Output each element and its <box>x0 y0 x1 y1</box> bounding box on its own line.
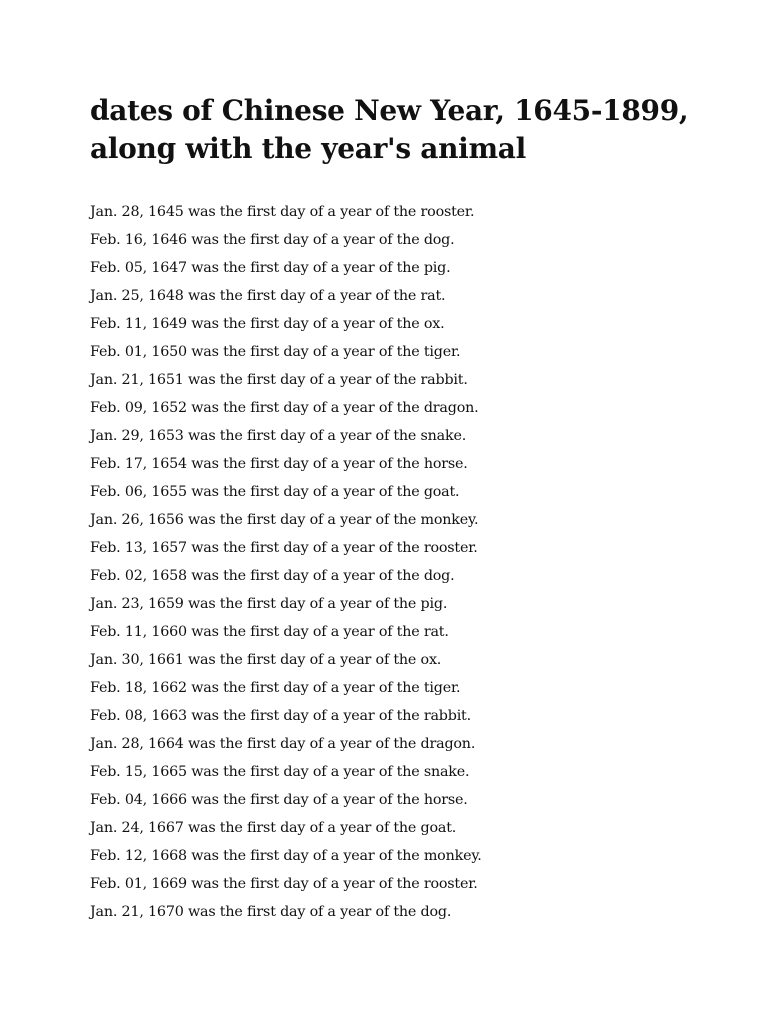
page-title: dates of Chinese New Year, 1645-1899, along with the year's animal <box>90 94 689 165</box>
list-item: Jan. 23, 1659 was the first day of a year of the pig. <box>90 596 448 612</box>
list-item: Feb. 17, 1654 was the first day of a year of the horse. <box>90 456 468 472</box>
list-item: Feb. 11, 1649 was the first day of a year of the ox. <box>90 316 445 332</box>
list-item: Feb. 06, 1655 was the first day of a year of the goat. <box>90 484 460 500</box>
list-item: Feb. 02, 1658 was the first day of a year of the dog. <box>90 568 455 584</box>
list-item: Jan. 26, 1656 was the first day of a year of the monkey. <box>90 512 479 528</box>
list-item: Feb. 09, 1652 was the first day of a year of the dragon. <box>90 400 479 416</box>
document-page <box>90 92 690 926</box>
list-item: Feb. 12, 1668 was the first day of a year of the monkey. <box>90 848 482 864</box>
list-item: Feb. 16, 1646 was the first day of a year of the dog. <box>90 232 455 248</box>
list-item: Feb. 15, 1665 was the first day of a year of the snake. <box>90 764 470 780</box>
list-item: Feb. 13, 1657 was the first day of a year of the rooster. <box>90 540 478 556</box>
list-item: Feb. 05, 1647 was the first day of a year of the pig. <box>90 260 451 276</box>
list-item: Jan. 21, 1651 was the first day of a year of the rabbit. <box>90 372 468 388</box>
list-item: Jan. 21, 1670 was the first day of a year of the dog. <box>90 904 452 920</box>
list-item: Jan. 29, 1653 was the first day of a year of the snake. <box>90 428 467 444</box>
list-item: Jan. 28, 1645 was the first day of a year of the rooster. <box>90 204 475 220</box>
list-item: Feb. 11, 1660 was the first day of a year of the rat. <box>90 624 449 640</box>
list-item: Jan. 30, 1661 was the first day of a year of the ox. <box>90 652 442 668</box>
entry-list <box>90 198 690 926</box>
list-item: Feb. 01, 1669 was the first day of a year of the rooster. <box>90 876 478 892</box>
list-item: Jan. 24, 1667 was the first day of a year of the goat. <box>90 820 457 836</box>
list-item: Jan. 25, 1648 was the first day of a year of the rat. <box>90 288 446 304</box>
list-item: Feb. 04, 1666 was the first day of a year of the horse. <box>90 792 468 808</box>
list-item: Feb. 01, 1650 was the first day of a year of the tiger. <box>90 344 461 360</box>
list-item: Jan. 28, 1664 was the first day of a year of the dragon. <box>90 736 476 752</box>
list-item: Feb. 18, 1662 was the first day of a year of the tiger. <box>90 680 461 696</box>
list-item: Feb. 08, 1663 was the first day of a year of the rabbit. <box>90 708 471 724</box>
